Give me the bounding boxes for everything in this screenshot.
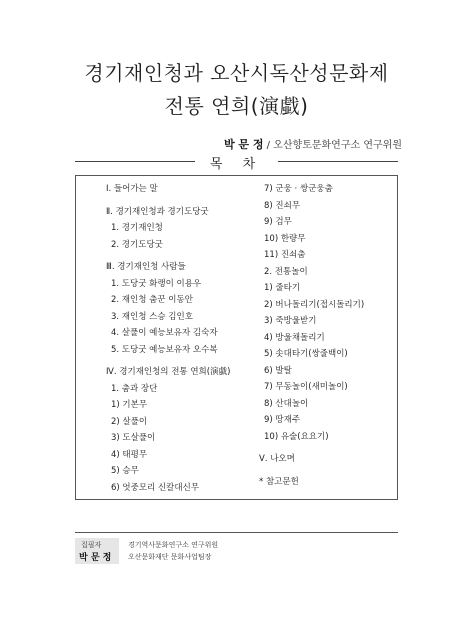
toc-column-left — [106, 181, 230, 496]
toc-header-rule-right — [278, 161, 398, 162]
toc-item: 7) 군웅 · 쌍군웅춤 — [264, 184, 333, 194]
toc-heading: 목 차 — [209, 157, 264, 172]
toc-item: 1. 도당굿 화랭이 이용우 — [111, 278, 202, 289]
footer-affiliation-1: 경기역사문화연구소 연구위원 — [128, 541, 219, 549]
toc-item: 8) 산대놀이 — [264, 398, 309, 409]
toc-item: 7) 무동놀이(새미놀이) — [264, 382, 348, 392]
document-title: 경기재인청과 오산시독산성문화제 — [84, 61, 389, 85]
footer-author-name: 박 문 정 — [79, 553, 112, 563]
toc-item: 3) 도살풀이 — [111, 433, 156, 443]
toc-item: 6) 발탈 — [264, 365, 292, 376]
toc-item: 2) 살풀이 — [111, 416, 148, 427]
table-of-contents — [75, 175, 398, 500]
toc-item: 5) 승무 — [111, 466, 139, 476]
toc-item: 4) 방울채돌리기 — [264, 332, 325, 343]
toc-item: 2. 전통놀이 — [264, 266, 308, 277]
toc-item: 3) 죽방울받기 — [264, 316, 317, 326]
toc-item: 4. 살풀이 예능보유자 김숙자 — [111, 328, 218, 338]
toc-item: Ⅳ. 경기재인청의 전통 연희(演戱) — [106, 367, 231, 377]
toc-item: Ⅴ. 나오며 — [259, 454, 295, 464]
footer-label: 집필자 — [81, 541, 102, 549]
footer-rule — [75, 532, 398, 533]
author-affiliation: / 오산향토문화연구소 연구위원 — [263, 140, 402, 151]
toc-item: 1) 줄타기 — [264, 283, 301, 293]
toc-item: 9) 땅재주 — [264, 415, 301, 425]
toc-item: 11) 진쇠춤 — [264, 250, 306, 260]
toc-item: Ⅰ. 들어가는 말 — [106, 184, 158, 194]
toc-item: * 참고문헌 — [259, 476, 299, 487]
toc-column-right — [259, 181, 364, 490]
toc-item: 2. 경기도당굿 — [111, 239, 163, 250]
toc-item: 6) 엇중모리 신칼대신무 — [111, 482, 200, 493]
toc-item: 3. 재인청 스승 김인호 — [111, 311, 193, 322]
footer-label-box — [75, 538, 119, 564]
toc-item: 2. 재인청 춤꾼 이동안 — [111, 295, 193, 305]
toc-item: 8) 진쇠무 — [264, 200, 301, 211]
toc-item: 1. 춤과 장단 — [111, 383, 158, 394]
author-footer — [75, 538, 398, 564]
document-subtitle: 전통 연희(演戱) — [164, 94, 309, 118]
toc-item: Ⅲ. 경기재인청 사람들 — [106, 262, 186, 272]
toc-item: 4) 태평무 — [111, 449, 148, 460]
toc-item: Ⅱ. 경기재인청과 경기도당굿 — [106, 206, 209, 217]
toc-item: 10) 한량무 — [264, 233, 306, 244]
footer-affiliation-2: 오산문화재단 문화사업팀장 — [128, 553, 212, 561]
author-name: 박 문 정 — [223, 138, 264, 151]
toc-item: 1. 경기재인청 — [111, 223, 163, 233]
toc-item: 2) 버나돌리기(접시돌리기) — [264, 299, 365, 310]
toc-item: 10) 유술(요요기) — [264, 431, 329, 442]
toc-header — [75, 147, 398, 175]
toc-item: 5) 솟대타기(쌍줄백이) — [264, 349, 348, 359]
toc-item: 9) 검무 — [264, 217, 292, 227]
toc-item: 5. 도당굿 예능보유자 오수복 — [111, 344, 218, 355]
toc-item: 1) 기본무 — [111, 400, 148, 410]
